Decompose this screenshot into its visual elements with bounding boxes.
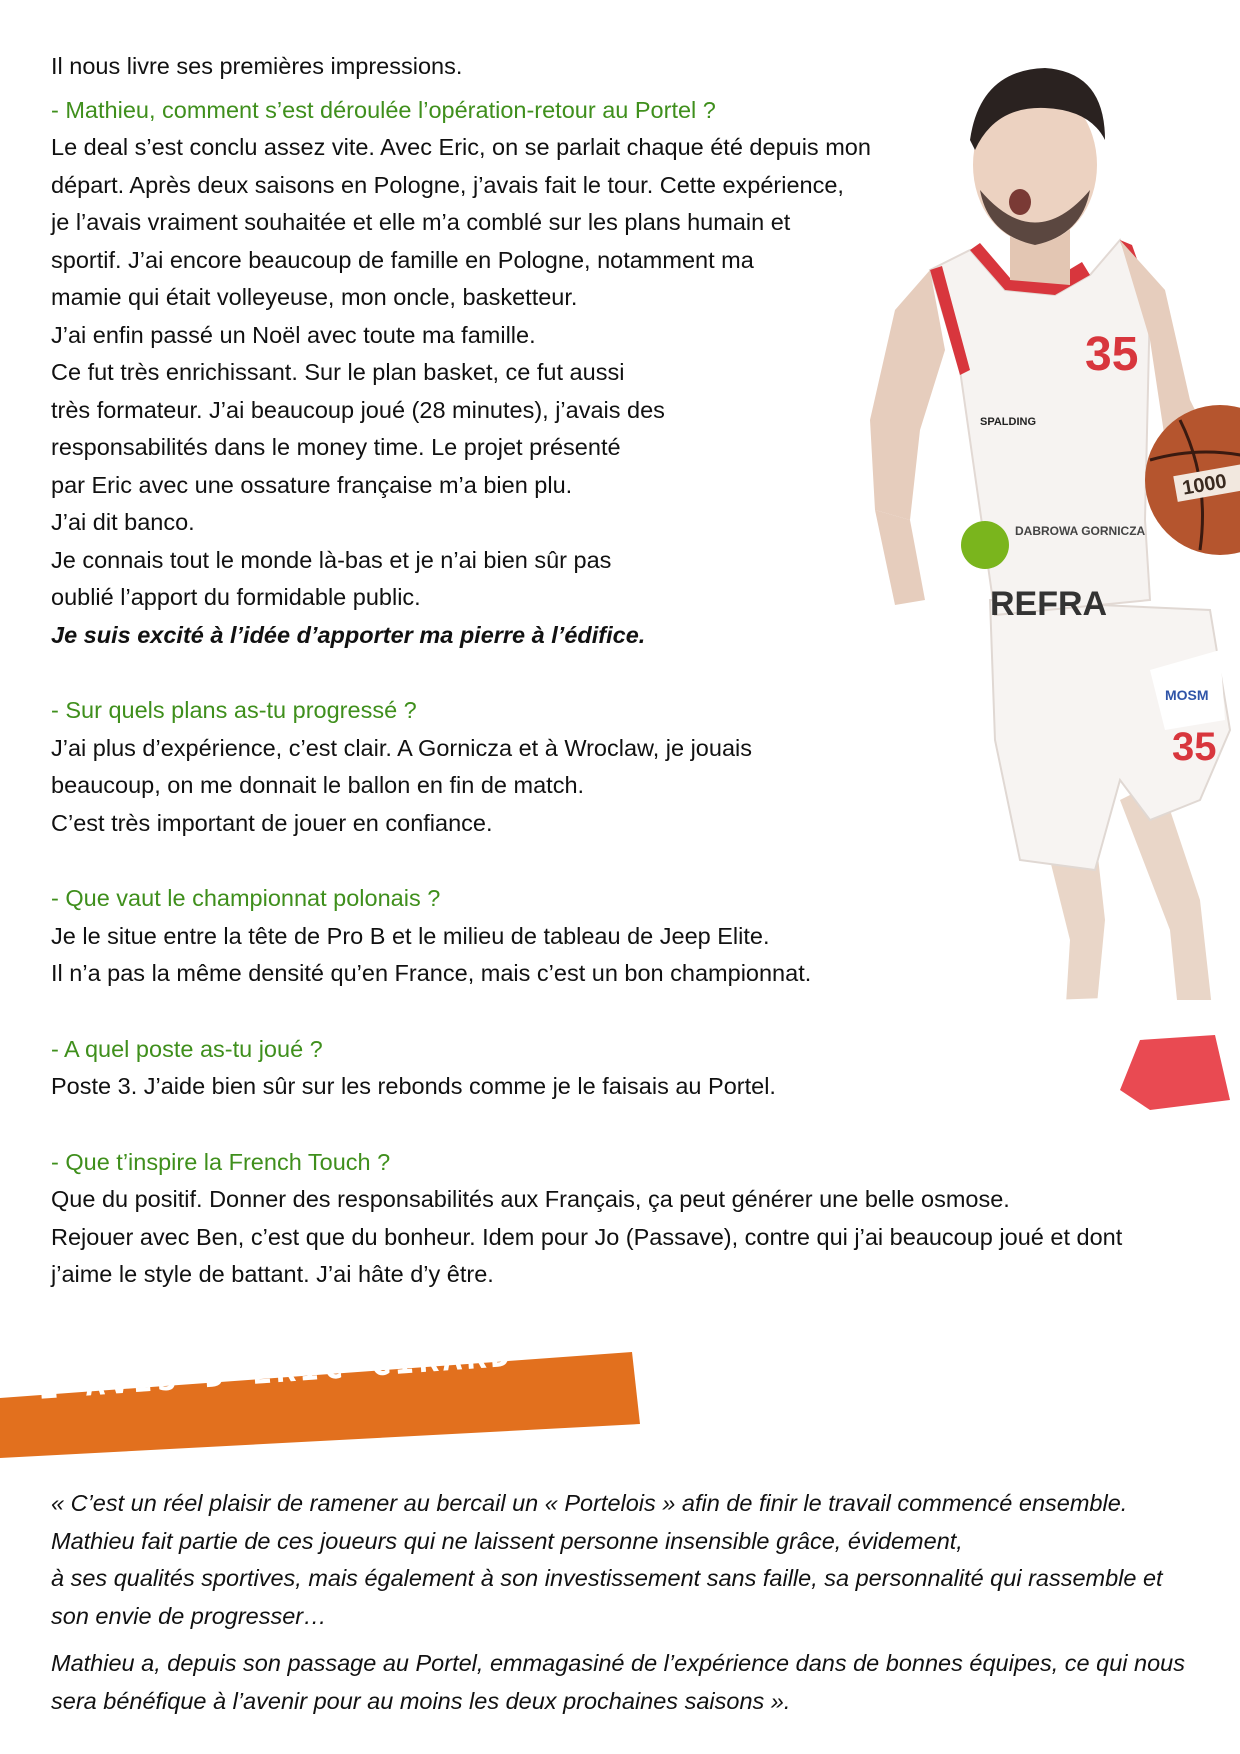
intro-line: Il nous livre ses premières impressions.	[51, 53, 463, 79]
quote-line: son envie de progresser…	[51, 1602, 327, 1629]
shorts-number: 35	[1172, 725, 1217, 769]
answer-line: Je le situe entre la tête de Pro B et le milieu de tableau de Jeep Elite.	[51, 922, 770, 949]
answer-line: responsabilités dans le money time. Le projet présenté	[51, 434, 621, 460]
answer-line: J’ai dit banco.	[51, 509, 195, 535]
answer-line: Le deal s’est conclu assez vite. Avec Eric, on se parlait chaque été depuis mon	[51, 134, 871, 160]
quote-line: sera bénéfique à l’avenir pour au moins les deux prochaines saisons ».	[51, 1687, 791, 1714]
answer-line: j’aime le style de battant. J’ai hâte d’y être.	[51, 1261, 494, 1287]
answer-line: départ. Après deux saisons en Pologne, j’avais fait le tour. Cette expérience,	[51, 171, 844, 198]
question-5: - Que t’inspire la French Touch ?	[51, 1148, 391, 1175]
section-banner-title: L’AVIS D’ERIC GIRARD	[36, 1334, 515, 1407]
quote-line: Mathieu fait partie de ces joueurs qui ne laissent personne insensible grâce, évidement,	[51, 1527, 963, 1554]
jersey-brand: SPALDING	[980, 416, 1037, 428]
jersey-sponsor: DABROWA GORNICZA	[1015, 524, 1146, 538]
answer-line: oublié l’apport du formidable public.	[51, 584, 421, 610]
answer-emphasis: Je suis excité à l’idée d’apporter ma pierre à l’édifice.	[51, 621, 646, 648]
question-3: - Que vaut le championnat polonais ?	[51, 885, 441, 911]
answer-line: C’est très important de jouer en confiance.	[51, 809, 493, 836]
answer-line: J’ai plus d’expérience, c’est clair. A Gornicza et à Wroclaw, je jouais	[51, 734, 752, 761]
jersey-number: 35	[1085, 328, 1139, 381]
answer-line: Ce fut très enrichissant. Sur le plan basket, ce fut aussi	[51, 359, 625, 385]
shorts-sponsor: MOSM	[1165, 687, 1209, 703]
answer-line: sportif. J’ai encore beaucoup de famille en Pologne, notamment ma	[51, 246, 754, 273]
question-1: - Mathieu, comment s’est déroulée l’opération-retour au Portel ?	[51, 96, 716, 123]
answer-line: beaucoup, on me donnait le ballon en fin de match.	[51, 772, 585, 798]
question-2: - Sur quels plans as-tu progressé ?	[51, 697, 417, 723]
answer-line: Rejouer avec Ben, c’est que du bonheur. Idem pour Jo (Passave), contre qui j’ai beaucoup joué et dont	[51, 1223, 1123, 1250]
answer-line: Je connais tout le monde là-bas et je n’ai bien sûr pas	[51, 546, 612, 573]
interview-text	[51, 48, 1171, 1294]
jersey-sponsor-2: REFRA	[990, 585, 1108, 623]
quote-line: « C’est un réel plaisir de ramener au bercail un « Portelois » afin de finir le travail commencé ensemble.	[51, 1490, 1128, 1516]
quote-line: à ses qualités sportives, mais également à son investissement sans faille, sa personnalité qui rassemble et	[51, 1565, 1163, 1591]
answer-line: je l’avais vraiment souhaitée et elle m’a comblé sur les plans humain et	[51, 209, 791, 235]
quote-line: Mathieu a, depuis son passage au Portel, emmagasiné de l’expérience dans de bonnes équipes, ce qui nous	[51, 1650, 1185, 1676]
answer-line: J’ai enfin passé un Noël avec toute ma famille.	[51, 321, 536, 348]
coach-quote	[51, 1485, 1191, 1720]
answer-line: Il n’a pas la même densité qu’en France, mais c’est un bon championnat.	[51, 960, 812, 986]
answer-line: très formateur. J’ai beaucoup joué (28 minutes), j’avais des	[51, 396, 665, 423]
answer-line: mamie qui était volleyeuse, mon oncle, basketteur.	[51, 284, 578, 310]
answer-line: Que du positif. Donner des responsabilités aux Français, ça peut générer une belle osmose.	[51, 1186, 1010, 1212]
question-4: - A quel poste as-tu joué ?	[51, 1035, 323, 1062]
answer-line: par Eric avec une ossature française m’a bien plu.	[51, 471, 573, 498]
ball-label: 1000	[1180, 470, 1229, 500]
answer-line: Poste 3. J’aide bien sûr sur les rebonds comme je le faisais au Portel.	[51, 1073, 776, 1099]
